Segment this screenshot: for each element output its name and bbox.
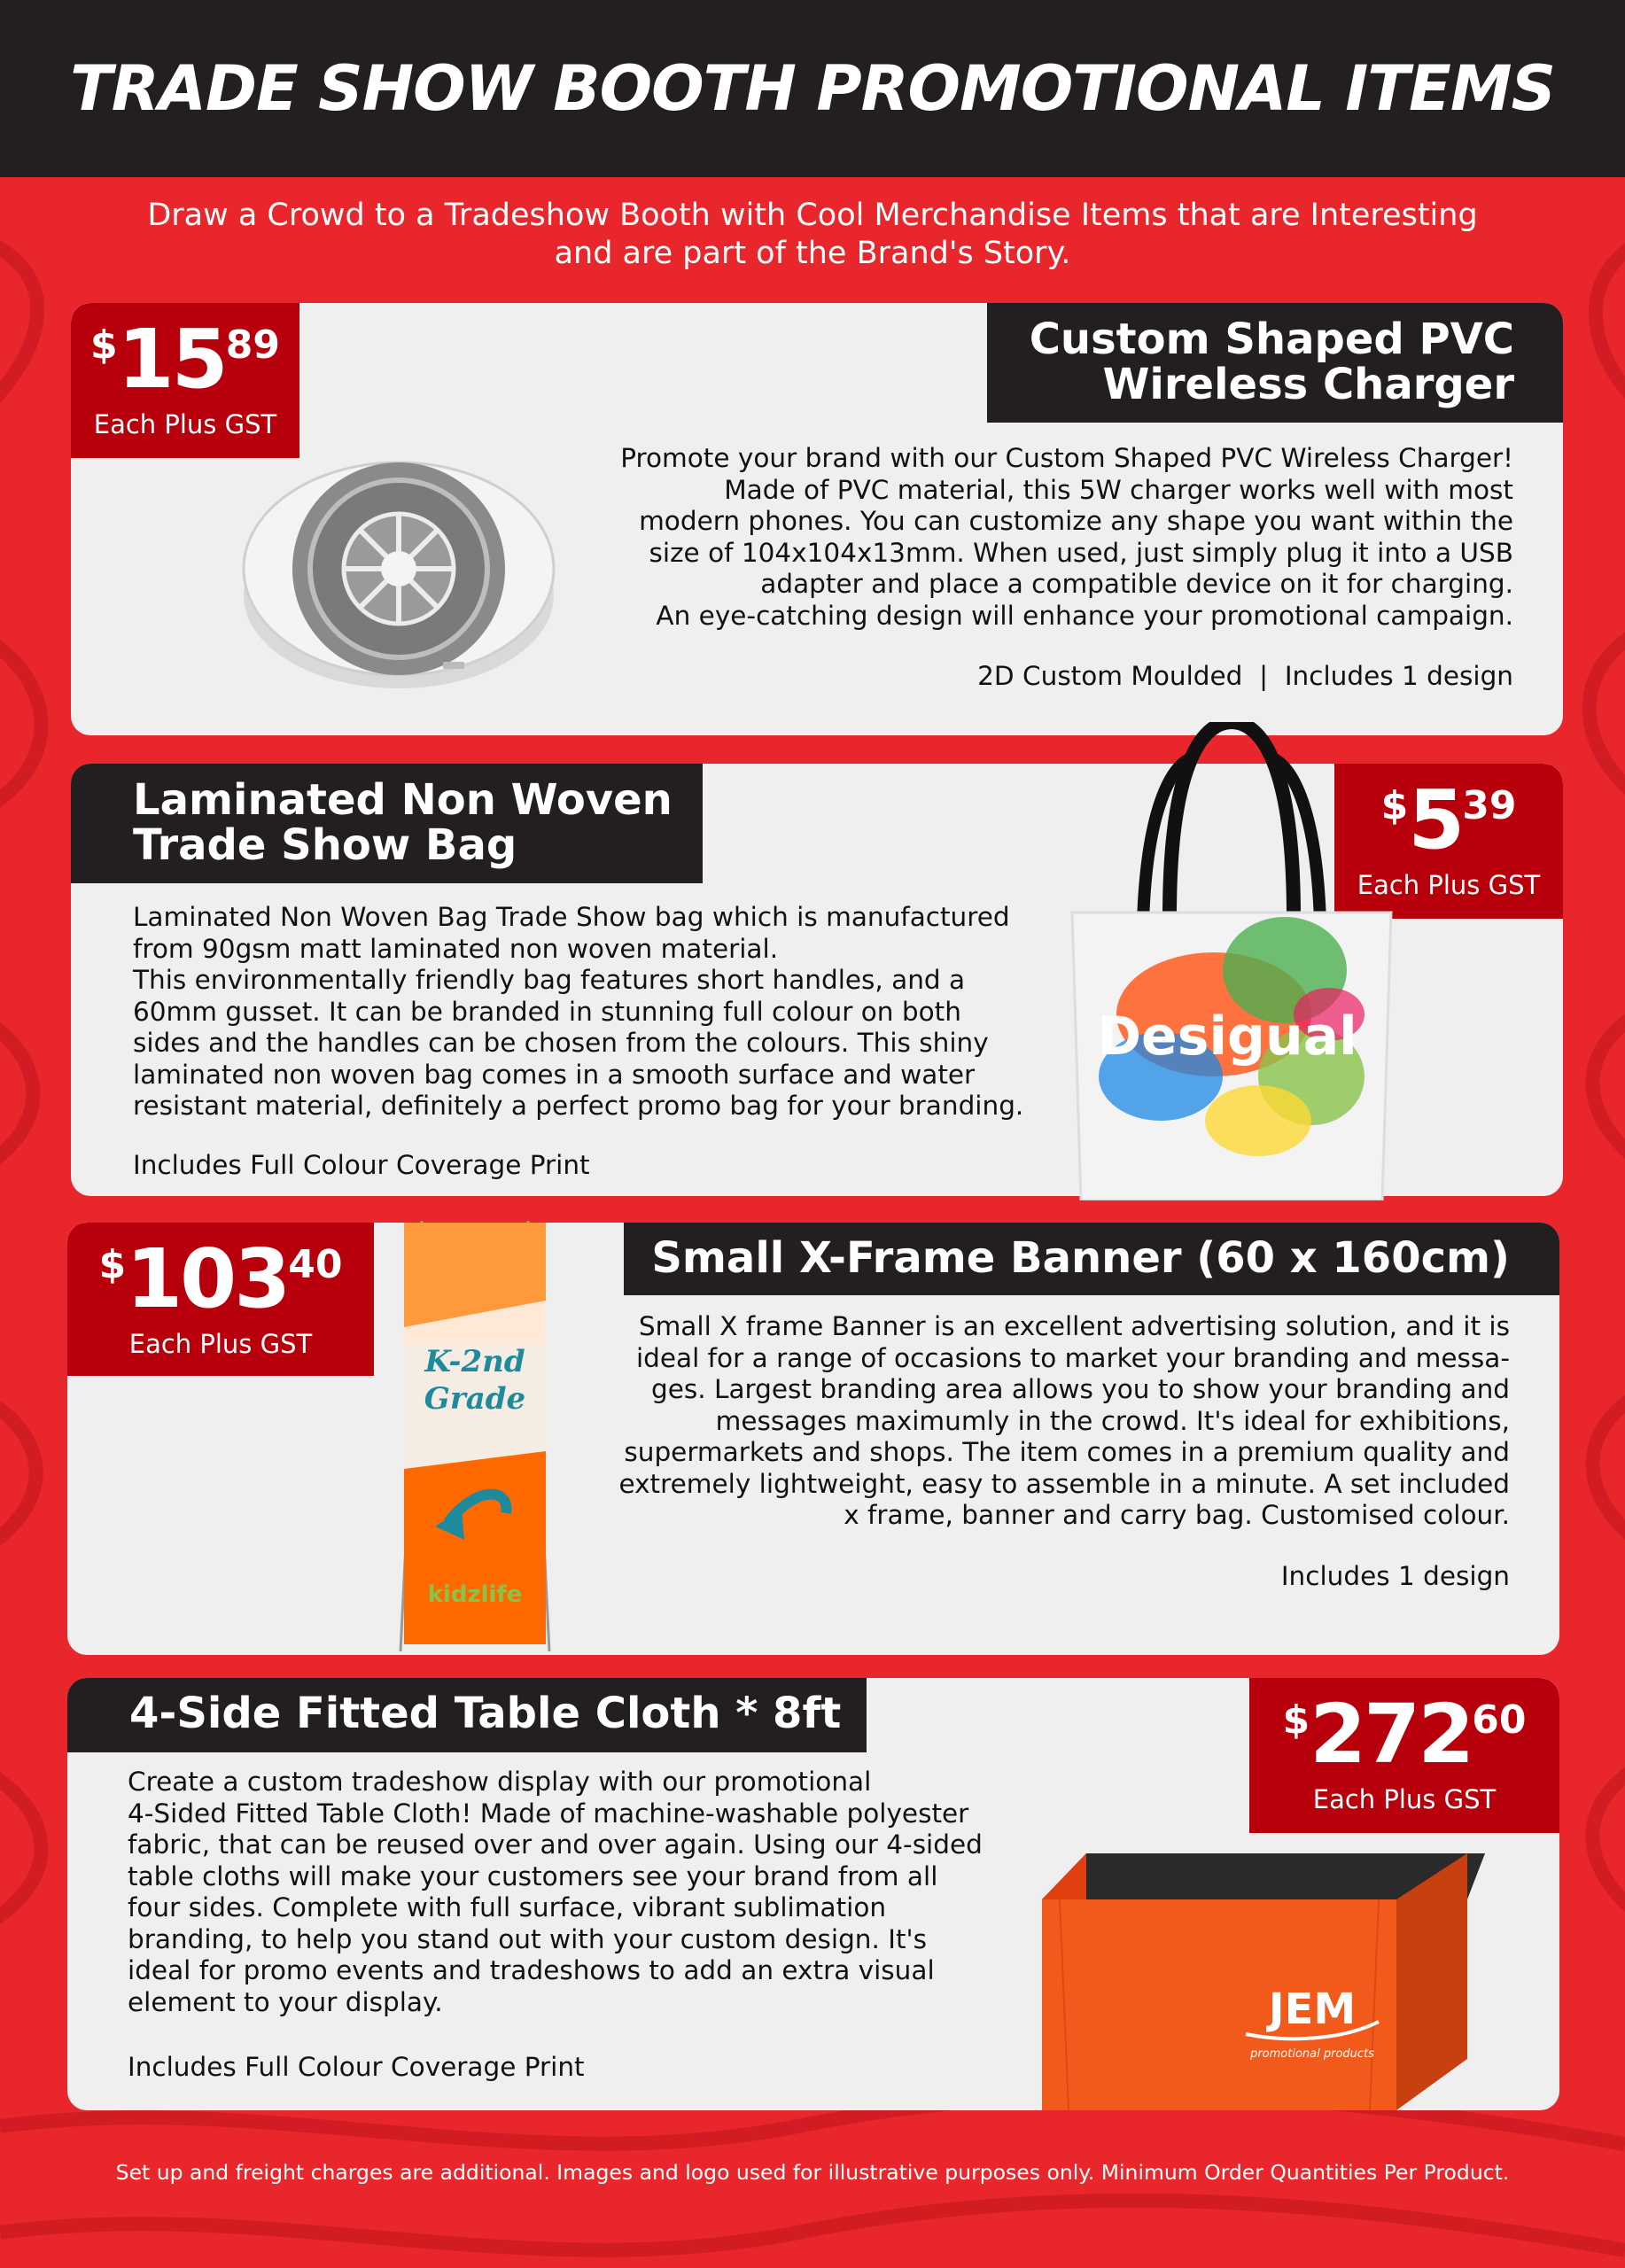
wireless-charger-image [230, 418, 567, 702]
price-note: Each Plus GST [128, 1329, 313, 1359]
price-note: Each Plus GST [1357, 870, 1541, 900]
product-title-line-2: Wireless Charger [1102, 360, 1514, 409]
price-tag [67, 1223, 374, 1376]
description-line: Small X frame Banner is an excellent advertising solution, and it is [638, 1311, 1510, 1341]
product-description [535, 1311, 1510, 1532]
product-note: Includes Full Colour Coverage Print [133, 1150, 590, 1180]
description-line: 4-Sided Fitted Table Cloth! Made of machine-washable polyester [128, 1798, 969, 1829]
header-bar [0, 0, 1625, 177]
product-description [128, 1767, 1102, 2018]
price-note: Each Plus GST [1312, 1784, 1497, 1814]
description-line: laminated non woven bag comes in a smooth surface and water [133, 1059, 976, 1090]
description-line: 60mm gusset. It can be branded in stunning full colour on both [133, 996, 961, 1027]
product-title [71, 764, 703, 883]
price-tag [1249, 1678, 1559, 1833]
description-line: four sides. Complete with full surface, vibrant sublimation [128, 1892, 887, 1922]
table-cloth-logo-sub: promotional products [1250, 2047, 1374, 2061]
description-line: branding, to help you stand out with your custom design. It's [128, 1923, 927, 1954]
description-line: resistant material, definitely a perfect promo bag for your branding. [133, 1091, 1024, 1121]
description-line: adapter and place a compatible device on it for charging. [760, 569, 1513, 599]
description-line: table cloths will make your customers see your brand from all [128, 1860, 938, 1891]
price-currency: $ [1282, 1697, 1310, 1743]
product-card-wireless-charger [71, 303, 1563, 735]
intro-line-1: Draw a Crowd to a Tradeshow Booth with Cool Merchandise Items that are Interesting [147, 198, 1478, 233]
description-line: element to your display. [128, 1986, 443, 2017]
price-cents: 89 [225, 322, 280, 368]
description-line: from 90gsm matt laminated non woven material. [133, 933, 779, 964]
table-cloth-image [1007, 1846, 1485, 2110]
x-frame-banner-image [395, 1221, 555, 1651]
price-cents: 40 [288, 1242, 343, 1287]
banner-headline-2: Grade [424, 1381, 526, 1417]
product-title-line-1: 4-Side Fitted Table Cloth * 8ft [129, 1689, 842, 1738]
product-card-table-cloth [67, 1678, 1559, 2110]
description-line: size of 104x104x13mm. When used, just simply plug it into a USB [649, 537, 1513, 568]
description-line: extremely lightweight, easy to assemble in a minute. A set included [618, 1468, 1510, 1499]
description-line: Laminated Non Woven Bag Trade Show bag which is manufactured [133, 902, 1010, 932]
banner-headline-1: K-2nd [424, 1344, 525, 1379]
description-line: fabric, that can be reused over and over again. Using our 4-sided [128, 1829, 983, 1860]
product-title [624, 1223, 1559, 1295]
product-description [539, 443, 1513, 632]
description-line: ges. Largest branding area allows you to show your branding and [651, 1374, 1510, 1404]
description-line: Made of PVC material, this 5W charger works well with most [724, 474, 1513, 505]
intro-text [0, 197, 1625, 273]
product-title [67, 1678, 867, 1752]
price-note: Each Plus GST [93, 409, 277, 439]
product-note: 2D Custom Moulded | Includes 1 design [977, 661, 1513, 691]
price-cents: 60 [1472, 1697, 1527, 1743]
product-note: Includes Full Colour Coverage Print [128, 2052, 585, 2082]
page-title: TRADE SHOW BOOTH PROMOTIONAL ITEMS [70, 52, 1555, 125]
description-line: x frame, banner and carry bag. Customised colour. [844, 1500, 1510, 1530]
description-line: This environmentally friendly bag features short handles, and a [133, 965, 966, 995]
product-card-banner [67, 1223, 1559, 1655]
price-dollars: 15 [117, 312, 226, 407]
price-amount [67, 1231, 374, 1326]
price-dollars: 103 [126, 1231, 289, 1326]
product-title-line-1: Small X-Frame Banner (60 x 160cm) [651, 1233, 1510, 1283]
product-title-line-1: Custom Shaped PVC [1029, 315, 1514, 364]
product-title-line-1: Laminated Non Woven [133, 775, 673, 825]
product-title [987, 303, 1563, 423]
banner-logo: kidzlife [427, 1581, 523, 1608]
description-line: messages maximumly in the crowd. It's ideal for exhibitions, [715, 1405, 1510, 1436]
price-cents: 39 [1462, 783, 1517, 828]
price-currency: $ [98, 1242, 127, 1287]
price-amount [71, 312, 299, 407]
intro-line-2: and are part of the Brand's Story. [554, 236, 1071, 271]
product-note: Includes 1 design [1280, 1561, 1510, 1591]
description-line: modern phones. You can customize any shape you want within the [639, 506, 1513, 536]
price-dollars: 272 [1310, 1687, 1473, 1782]
description-line: ideal for promo events and tradeshows to add an extra visual [128, 1955, 935, 1985]
description-line: Promote your brand with our Custom Shaped PVC Wireless Charger! [620, 443, 1513, 473]
description-line: An eye-catching design will enhance your promotional campaign. [656, 600, 1513, 631]
price-dollars: 5 [1408, 773, 1463, 867]
tote-bag-image [1063, 722, 1400, 1200]
table-cloth-logo: JEM [1268, 1984, 1357, 2034]
footer-disclaimer: Set up and freight charges are additional. Images and logo used for illustrative purposes only. Minimum Order Quantities Per Product. [115, 2160, 1510, 2185]
description-line: sides and the handles can be chosen from the colours. This shiny [133, 1028, 989, 1058]
price-amount [1249, 1687, 1559, 1782]
description-line: Create a custom tradeshow display with our promotional [128, 1767, 872, 1797]
price-currency: $ [1380, 783, 1409, 828]
description-line: ideal for a range of occasions to market your branding and messa- [635, 1342, 1510, 1373]
price-currency: $ [90, 322, 118, 368]
product-description [133, 902, 1108, 1122]
product-title-line-2: Trade Show Bag [133, 820, 517, 870]
bag-brand-logo: Desigual [1097, 1006, 1357, 1068]
description-line: supermarkets and shops. The item comes in a premium quality and [624, 1437, 1510, 1467]
